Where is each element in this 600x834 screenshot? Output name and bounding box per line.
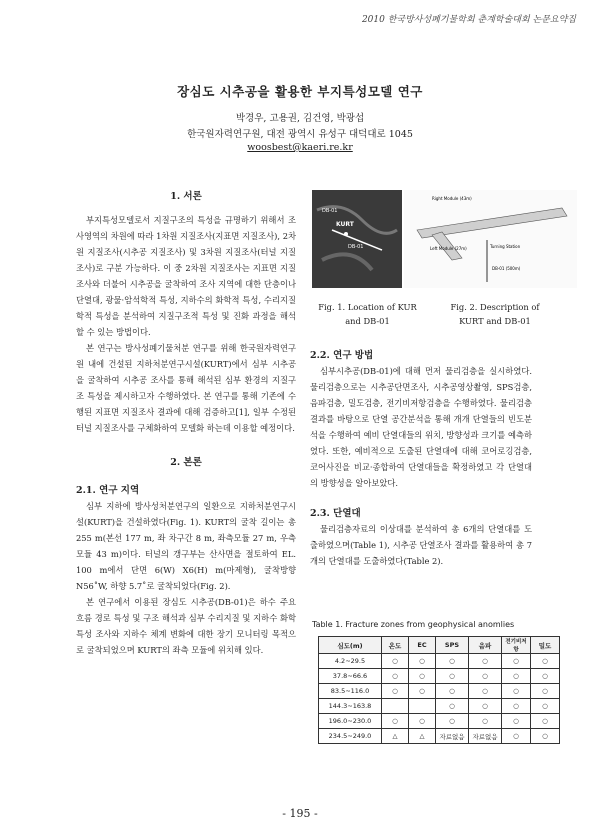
paragraph: 부지특성모델로서 지질구조의 특성을 규명하기 위해서 조사영역의 차원에 따라 1차원 지질조사(지표면 지질조사), 2차원 지질조사(시추공 지질조사) 및 3차원 지질조사(터널 지질조사)로 구분 가능하다. 이 중 2차원 지질조사는 지표면 지질조사와 더불어 시추공을 굴착하여 조사 지역에 대한 단층이나 단열대, 광물·암석학적 특성, 지하수의 화학적 특성, 수리지질학적 특성을 분석하여 지질구조적 특성 및 진화 과정을 해석할 수 있는 방법이다. <box>76 215 296 337</box>
figure-label: Left Module (27m) <box>430 246 467 251</box>
paper-title: 장심도 시추공을 활용한 부지특성모델 연구 <box>177 84 423 99</box>
table-header: SPS <box>436 637 469 654</box>
paragraph: 본 연구는 방사성폐기물처분 연구를 위해 한국원자력연구원 내에 건설된 지하처분연구시설(KURT)에서 심부 시추공을 굴착하여 시추공 조사를 통해 해석된 심부 환경의 지질구조 특성을 제시하고자 수행하였다. 본 연구를 통해 기존에 수행된 지표면 지질조사 결과에 대해 검증하고[1], 일부 수정된 터널 지질조사를 구체화하여 모델화 하는데 이용할 예정이다. <box>76 343 296 433</box>
figure-label: DB-01 <box>348 244 364 250</box>
figure-label: KURT <box>336 221 354 228</box>
paragraph: 심부 지하에 방사성처분연구의 일환으로 지하처분연구시설(KURT)을 건설하였다(Fig. 1). KURT의 굴착 길이는 총 255 m(본선 177 m, 좌 차구간 8 m, 좌측모듈 27 m, 우측모듈 43 m)이다. 터널의 갱구부는 산사면을 절토하여 EL. 100 m에서 단면 6(W) X6(H) m(마제형), 굴착방향 N56˚W, 하향 5.7˚로 굴착되었다(Fig. 2). <box>76 501 296 591</box>
figure-2-caption: Fig. 2. Description of KURT and DB-01 <box>450 302 540 326</box>
table-row: 144.3∼163.8 ○ ○ ○ ○ <box>319 699 560 714</box>
section-2-heading: 2. 본론 <box>170 457 202 468</box>
affiliation: 한국원자력연구원, 대전 광역시 유성구 대덕대로 1045 <box>187 129 413 140</box>
aerial-photo <box>312 190 402 288</box>
fracture-table <box>318 636 560 744</box>
table-row: 37.8∼66.6 ○ ○ ○ ○ ○ ○ <box>319 669 560 684</box>
authors: 박경우, 고용권, 김건영, 박광섭 <box>235 113 365 124</box>
running-header: 2010 한국방사성폐기물학회 춘계학술대회 논문요약집 <box>361 15 576 25</box>
subsection-heading: 2.1. 연구 지역 <box>76 485 140 496</box>
table-row: 4.2∼29.5 ○ ○ ○ ○ ○ ○ <box>319 654 560 669</box>
paragraph: 물리검층자료의 이상대를 분석하여 총 6개의 단열대를 도출하였으며(Table 1), 시추공 단열조사 결과를 활용하여 총 7개의 단열대를 도출하였다(Table 2). <box>310 524 532 566</box>
table-row: 196.0∼230.0 ○ ○ ○ ○ ○ ○ <box>319 714 560 729</box>
page-number: - 195 - <box>282 807 318 820</box>
subsection-heading: 2.3. 단열대 <box>310 508 361 519</box>
email-link[interactable]: woosbest@kaeri.re.kr <box>247 142 353 153</box>
paragraph: 심부시추공(DB-01)에 대해 먼저 물리검층을 실시하였다. 물리검층으로는 시추공단면조사, 시추공영상촬영, SPS검층, 음파검층, 밀도검층, 전기비저항검층을 수행하였다. 물리검층 결과를 바탕으로 단열 공간분석을 통해 개개 단열들의 빈도분석을 수행하여 예비 단열대들의 위치, 방향성과 크기를 예측하였다. 또한, 예비적으로 도출된 단열대에 대해 코어로깅검층, 코어사진을 비교·종합하여 단열대들을 확정하였고 각 단열대의 방향성을 알아보았다. <box>310 366 532 488</box>
table-header: 온도 <box>382 637 409 654</box>
table-header: EC <box>409 637 436 654</box>
figure-label: DB-01 (500m) <box>492 266 521 271</box>
left-column <box>76 188 296 658</box>
figure-graphic <box>312 190 577 288</box>
right-column <box>310 347 532 569</box>
figure-kurt <box>312 190 577 288</box>
figure-label: Turning Station <box>490 244 521 249</box>
table-header: 음파 <box>469 637 502 654</box>
section-1-heading: 1. 서론 <box>170 191 202 202</box>
table-row: 234.5∼249.0 △ △ 자료없음 자료없음 ○ ○ <box>319 729 560 744</box>
table-header: 심도(m) <box>319 637 382 654</box>
figure-1-caption: Fig. 1. Location of KUR and DB-01 <box>318 302 417 326</box>
table-caption: Table 1. Fracture zones from geophysical anomlies <box>312 620 515 629</box>
table-header: 밀도 <box>531 637 560 654</box>
figure-label: Right Module (43m) <box>432 196 472 201</box>
subsection-heading: 2.2. 연구 방법 <box>310 350 374 361</box>
figure-label: DB-01 <box>322 208 338 214</box>
table-header: 전기비저항 <box>502 637 531 654</box>
table-row: 83.5∼116.0 ○ ○ ○ ○ ○ ○ <box>319 684 560 699</box>
paragraph: 본 연구에서 이용된 장심도 시추공(DB-01)은 하수 주요 흐름 경로 특성 및 구조 해석과 심부 수리지질 및 지하수 화학 특성 조사와 지하수 체계 변화에 대한 장기 모니터링 목적으로 굴착되었으며 KURT의 좌측 모듈에 위치해 있다. <box>76 597 296 655</box>
